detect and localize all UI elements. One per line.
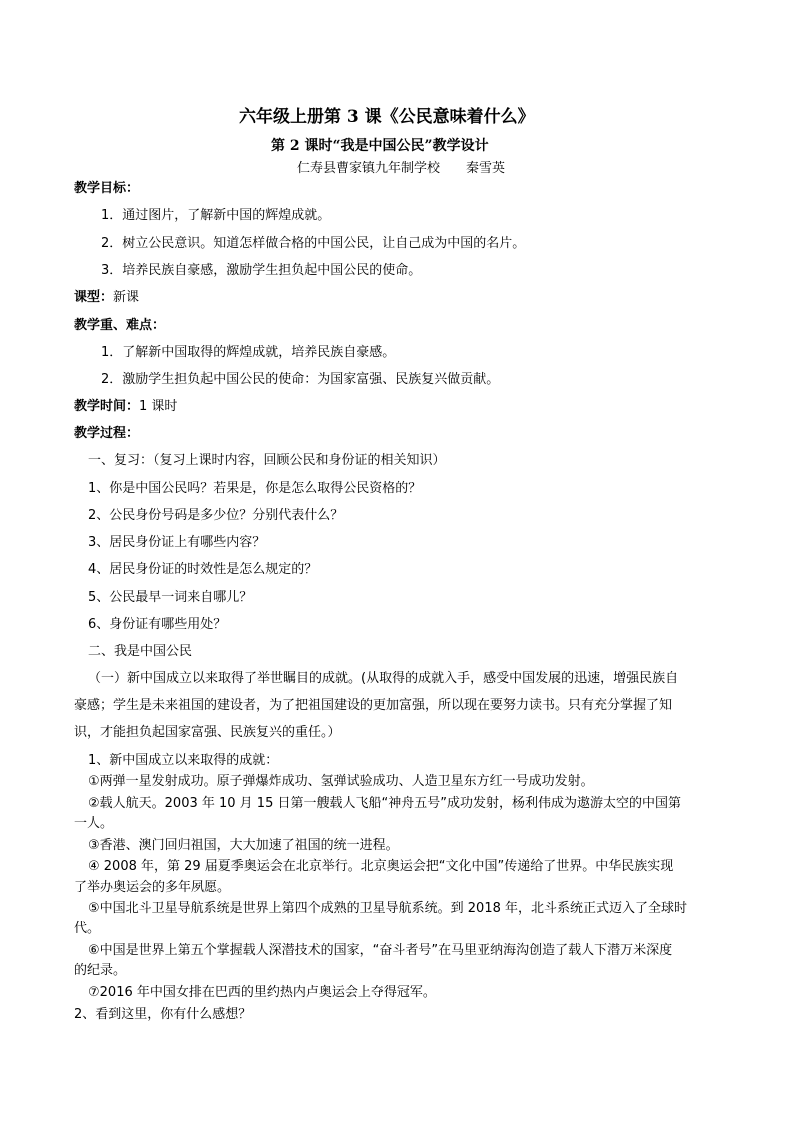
achievement-line: 了举办奥运会的多年夙愿。 <box>74 880 231 895</box>
lesson-type-value: 新课 <box>113 290 140 305</box>
achievement-line: ⑦2016 年中国女排在巴西的里约热内卢奥运会上夺得冠军。 <box>88 985 436 1000</box>
review-question: 5、公民最早一词来自哪儿？ <box>88 590 253 605</box>
review-question: 4、居民身份证的时效性是怎么规定的？ <box>88 562 318 577</box>
closing-question: 2、看到这里，你有什么感想？ <box>74 1007 252 1022</box>
process-heading: 教学过程： <box>74 426 140 441</box>
achievement-line: 的纪录。 <box>74 963 127 978</box>
objective-item: 1．通过图片，了解新中国的辉煌成就。 <box>101 208 331 223</box>
duration-row <box>74 398 177 416</box>
lesson-type-row <box>74 289 139 307</box>
document-subtitle: 第 2 课时“我是中国公民”教学设计 <box>271 138 489 154</box>
document-title: 六年级上册第 3 课《公民意味着什么》 <box>239 107 535 127</box>
review-question: 1、你是中国公民吗？若果是，你是怎么取得公民资格的？ <box>88 481 422 496</box>
duration-value: 1 课时 <box>139 399 178 414</box>
paragraph-line: 豪感；学生是未来祖国的建设者，为了把祖国建设的更加富强，所以现在要努力读书。只有充分掌握了知 <box>74 698 673 713</box>
review-question: 6、身份证有哪些用处？ <box>88 617 227 632</box>
achievement-line: ①两弹一星发射成功。原子弹爆炸成功、氢弹试验成功、人造卫星东方红一号成功发射。 <box>88 774 594 789</box>
achievements-heading: 1、新中国成立以来取得的成就： <box>88 753 279 768</box>
review-section-heading: 一、复习：（复习上课时内容，回顾公民和身份证的相关知识） <box>88 453 446 468</box>
achievement-line: ③香港、澳门回归祖国，大大加速了祖国的统一进程。 <box>88 838 399 853</box>
review-question: 2、公民身份号码是多少位？分别代表什么？ <box>88 508 344 523</box>
objectives-heading: 教学目标： <box>74 181 140 196</box>
paragraph-line: 识，才能担负起国家富强、民族复兴的重任。） <box>74 725 341 740</box>
review-question: 3、居民身份证上有哪些内容？ <box>88 535 266 550</box>
duration-label: 教学时间： <box>74 399 140 414</box>
section-two-heading: 二、我是中国公民 <box>88 644 193 659</box>
achievement-line: ④ 2008 年，第 29 届夏季奥运会在北京举行。北京奥运会把“文化中国”传递给了世界。中华民族实现 <box>88 859 674 874</box>
achievement-line: ⑤中国北斗卫星导航系统是世界上第四个成熟的卫星导航系统。到 2018 年，北斗系统正式迈入了全球时 <box>88 901 688 916</box>
key-points-heading: 教学重、难点： <box>74 318 166 333</box>
key-point-item: 1．了解新中国取得的辉煌成就，培养民族自豪感。 <box>101 345 396 360</box>
achievement-line: ⑥中国是世界上第五个掌握载人深潜技术的国家，“奋斗者号”在马里亚纳海沟创造了载人下潜万米深度 <box>88 943 673 958</box>
achievement-line: 代。 <box>74 921 101 936</box>
lesson-type-label: 课型： <box>74 290 114 305</box>
achievement-line: 一人。 <box>74 816 114 831</box>
paragraph-line: （一）新中国成立以来取得了举世瞩目的成就。(从取得的成就入手，感受中国发展的迅速，增强民族自 <box>88 671 679 686</box>
objective-item: 3．培养民族自豪感，激励学生担负起中国公民的使命。 <box>101 263 422 278</box>
achievement-line: ②载人航天。2003 年 10 月 15 日第一艘载人飞船“神舟五号”成功发射，杨利伟成为遨游太空的中国第 <box>88 796 681 811</box>
author-line: 仁寿县曹家镇九年制学校 秦雪英 <box>297 161 506 176</box>
objective-item: 2．树立公民意识。知道怎样做合格的中国公民，让自己成为中国的名片。 <box>101 236 526 251</box>
key-point-item: 2．激励学生担负起中国公民的使命：为国家富强、民族复兴做贡献。 <box>101 372 500 387</box>
